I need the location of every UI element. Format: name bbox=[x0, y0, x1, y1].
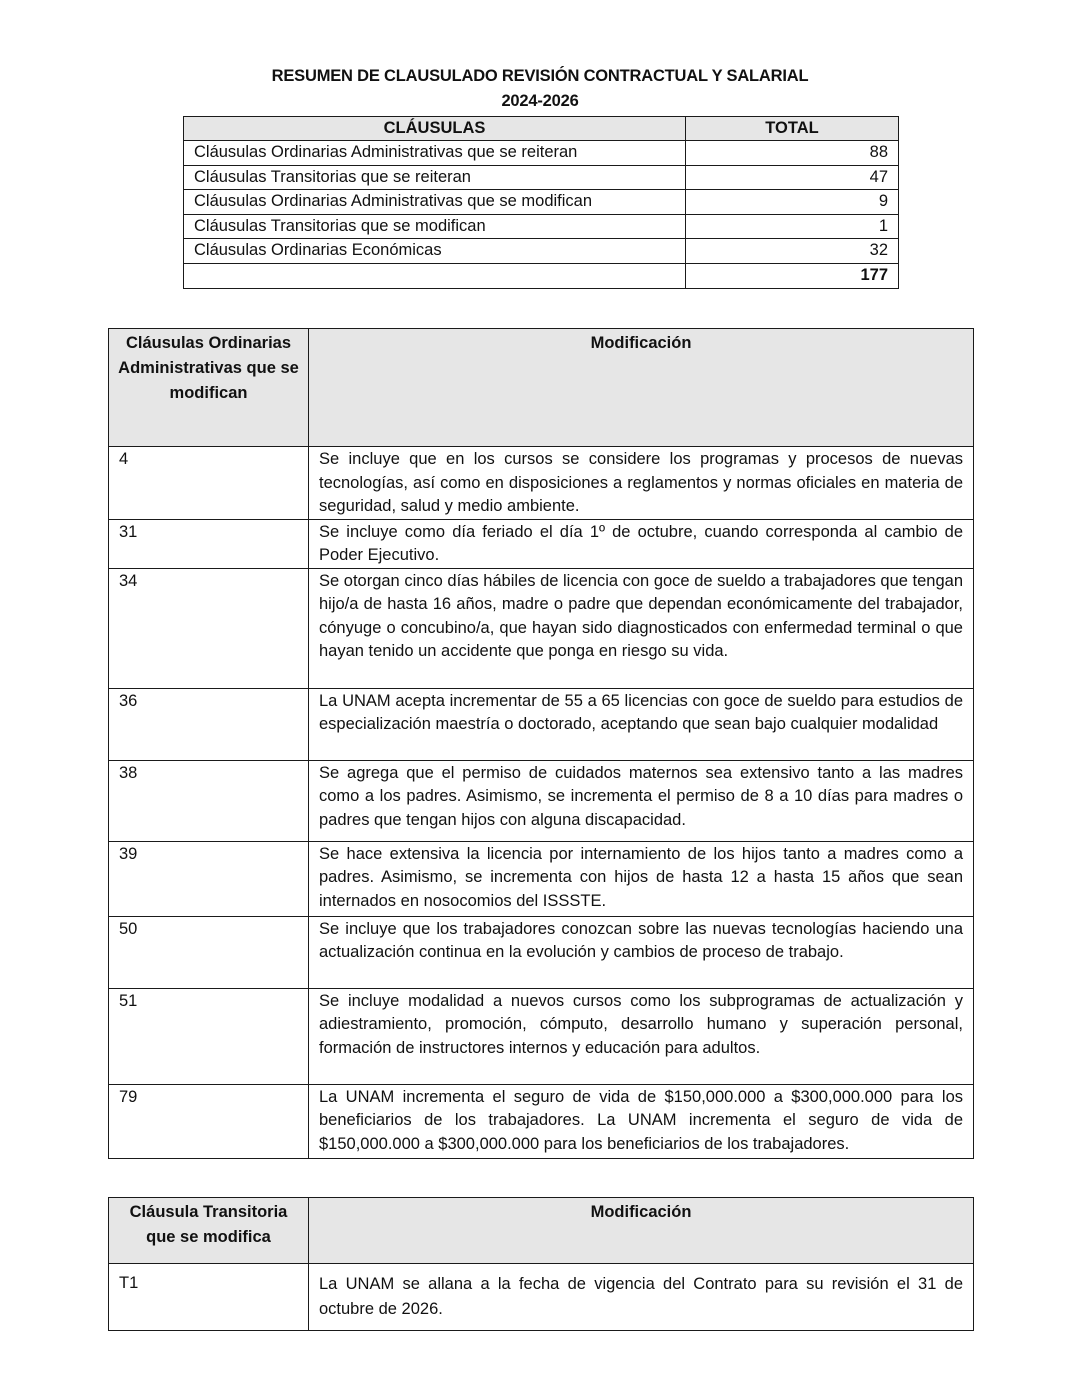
ordinarias-header-clause: Cláusulas Ordinarias Administrativas que se modifican bbox=[109, 329, 309, 447]
summary-header-clausulas: CLÁUSULAS bbox=[184, 117, 686, 141]
clause-row bbox=[109, 568, 974, 688]
transitorias-header-modification: Modificación bbox=[309, 1198, 974, 1264]
clause-number: 31 bbox=[109, 519, 309, 568]
transitorias-header-clause: Cláusula Transitoria que se modifica bbox=[109, 1198, 309, 1264]
clause-row bbox=[109, 760, 974, 841]
summary-row-total: 32 bbox=[686, 239, 899, 264]
document-subtitle-period: 2024-2026 bbox=[501, 92, 579, 110]
transitorias-modificadas-table bbox=[108, 1197, 974, 1331]
clause-number: T1 bbox=[109, 1264, 309, 1331]
summary-grand-total-row bbox=[184, 263, 899, 288]
clause-row bbox=[109, 916, 974, 988]
clause-modification: La UNAM incrementa el seguro de vida de $150,000.000 a $300,000.000 para los beneficiarios de los trabajadores. La UNAM incrementa el seguro de vida de $150,000.000 a $300,000.000 para los beneficiarios de los trabajadores. bbox=[309, 1084, 974, 1158]
clause-row bbox=[109, 688, 974, 760]
clause-modification: Se incluye modalidad a nuevos cursos como los subprogramas de actualización y adiestramiento, promoción, cómputo, desarrollo humano y superación personal, formación de instructores internos y educación para adultos. bbox=[309, 988, 974, 1084]
clause-modification: La UNAM acepta incrementar de 55 a 65 licencias con goce de sueldo para estudios de especialización maestría o doctorado, aceptando que sean bajo cualquier modalidad bbox=[309, 688, 974, 760]
ordinarias-modificadas-table bbox=[108, 328, 974, 1159]
clause-modification: Se otorgan cinco días hábiles de licencia con goce de sueldo a trabajadores que tengan hijo/a de hasta 16 años, madre o padre que dependan económicamente del trabajador, cónyuge o concubino/a, que hayan sido diagnosticados con enfermedad terminal o que hayan tenido un accidente que ponga en riesgo su vida. bbox=[309, 568, 974, 688]
summary-grand-total-label bbox=[184, 263, 686, 288]
summary-grand-total: 177 bbox=[686, 263, 899, 288]
clause-number: 4 bbox=[109, 447, 309, 520]
summary-header-total: TOTAL bbox=[686, 117, 899, 141]
clause-row bbox=[109, 841, 974, 916]
clause-number: 36 bbox=[109, 688, 309, 760]
clause-modification: Se incluye como día feriado el día 1º de octubre, cuando corresponda al cambio de Poder Ejecutivo. bbox=[309, 519, 974, 568]
ordinarias-header-row bbox=[109, 329, 974, 447]
summary-row-label: Cláusulas Ordinarias Económicas bbox=[184, 239, 686, 264]
document-title: RESUMEN DE CLAUSULADO REVISIÓN CONTRACTUAL Y SALARIAL bbox=[271, 67, 809, 85]
clause-modification: Se incluye que en los cursos se considere los programas y procesos de nuevas tecnologías, así como en disposiciones a reglamentos y normas oficiales en materia de seguridad, salud y medio ambiente. bbox=[309, 447, 974, 520]
summary-row-total: 1 bbox=[686, 214, 899, 239]
summary-row bbox=[184, 190, 899, 215]
clause-row bbox=[109, 1084, 974, 1158]
summary-row-label: Cláusulas Ordinarias Administrativas que se reiteran bbox=[184, 141, 686, 166]
summary-row bbox=[184, 239, 899, 264]
ordinarias-header-modification: Modificación bbox=[309, 329, 974, 447]
clause-modification: La UNAM se allana a la fecha de vigencia del Contrato para su revisión el 31 de octubre de 2026. bbox=[309, 1264, 974, 1331]
summary-row-label: Cláusulas Transitorias que se modifican bbox=[184, 214, 686, 239]
clause-row bbox=[109, 447, 974, 520]
summary-row-total: 47 bbox=[686, 165, 899, 190]
clause-number: 51 bbox=[109, 988, 309, 1084]
clause-modification: Se hace extensiva la licencia por internamiento de los hijos tanto a madres como a padres. Asimismo, se incrementa con hijos de hasta 12 a hasta 15 años que sean internados en nosocomios del ISSSTE. bbox=[309, 841, 974, 916]
clause-number: 50 bbox=[109, 916, 309, 988]
clause-row bbox=[109, 1264, 974, 1331]
summary-header-row bbox=[184, 117, 899, 141]
clause-number: 34 bbox=[109, 568, 309, 688]
clause-row bbox=[109, 519, 974, 568]
clause-number: 39 bbox=[109, 841, 309, 916]
clause-row bbox=[109, 988, 974, 1084]
summary-row bbox=[184, 141, 899, 166]
summary-row-label: Cláusulas Transitorias que se reiteran bbox=[184, 165, 686, 190]
transitorias-header-row bbox=[109, 1198, 974, 1264]
summary-table bbox=[183, 116, 899, 289]
clause-number: 79 bbox=[109, 1084, 309, 1158]
clause-modification: Se agrega que el permiso de cuidados maternos sea extensivo tanto a las madres como a los padres. Asimismo, se incrementa el permiso de 8 a 10 días para madres o padres que tengan hijos con alguna discapacidad. bbox=[309, 760, 974, 841]
clause-modification: Se incluye que los trabajadores conozcan sobre las nuevas tecnologías haciendo una actualización continua en la evolución y cambios de proceso de trabajo. bbox=[309, 916, 974, 988]
summary-row-label: Cláusulas Ordinarias Administrativas que se modifican bbox=[184, 190, 686, 215]
clause-number: 38 bbox=[109, 760, 309, 841]
summary-row-total: 9 bbox=[686, 190, 899, 215]
summary-row bbox=[184, 165, 899, 190]
summary-row-total: 88 bbox=[686, 141, 899, 166]
summary-row bbox=[184, 214, 899, 239]
